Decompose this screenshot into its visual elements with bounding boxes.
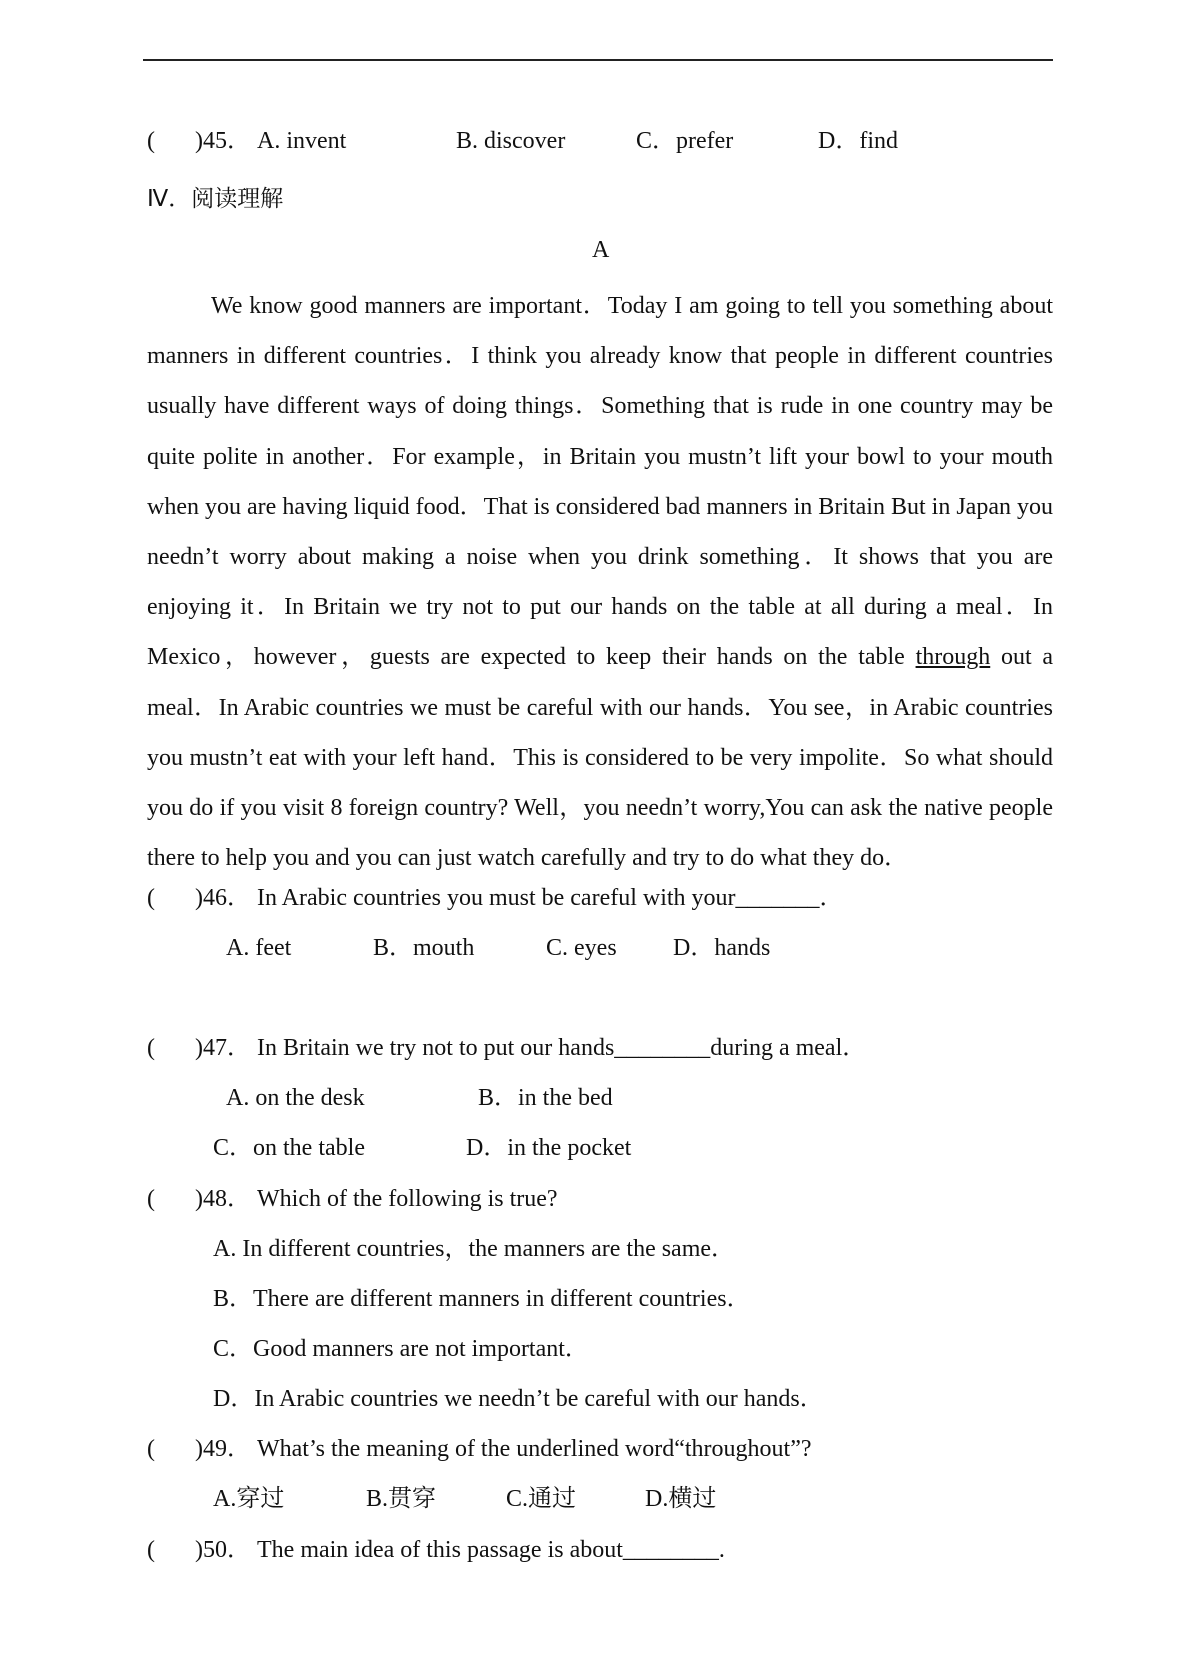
question-number: )49． bbox=[195, 1436, 251, 1462]
answer-paren: ( bbox=[147, 1537, 155, 1563]
question-number: )47． bbox=[195, 1035, 251, 1061]
option-a: A. feet bbox=[226, 935, 292, 961]
option-a: A. In different countries，the manners are the same． bbox=[213, 1236, 736, 1262]
option-c: C．Good manners are not important． bbox=[213, 1336, 589, 1362]
option-c: C．on the table bbox=[213, 1135, 365, 1161]
underlined-word: through bbox=[915, 644, 991, 671]
option-d: D．In Arabic countries we needn’t be careful with our hands． bbox=[213, 1386, 824, 1412]
option-a: A.穿过 bbox=[213, 1486, 285, 1512]
question-stem: Which of the following is true? bbox=[257, 1186, 558, 1212]
section-heading: Ⅳ．阅读理解 bbox=[147, 186, 284, 212]
passage-title: A bbox=[592, 237, 610, 263]
question-stem: In Arabic countries you must be careful with your_______． bbox=[257, 885, 844, 911]
answer-paren: ( bbox=[147, 128, 155, 154]
question-number: )46． bbox=[195, 885, 251, 911]
option-c: C．prefer bbox=[636, 128, 734, 154]
option-d: D．in the pocket bbox=[466, 1135, 632, 1161]
option-b: B．There are different manners in different countries． bbox=[213, 1286, 751, 1312]
passage-text-1: We know good manners are important．Today I am going to tell you something about manners in different countries．I think you already know that people in different countries usually have different ways of doing things．Something that is rude in one country may be quite polite in another．For example，in Britain you mustn’t lift your bowl to your mouth when you are having liquid food．That is considered bad manners in Britain But in Japan you needn’t worry about making a noise when you drink something．It shows that you are enjoying it．In Britain we try not to put our hands on the table at all during a meal．In Mexico，however，guests are expected to keep their hands on the table bbox=[147, 293, 1053, 671]
option-b: B.贯穿 bbox=[366, 1486, 437, 1512]
question-stem: What’s the meaning of the underlined word“throughout”? bbox=[257, 1436, 812, 1462]
question-number: )45． bbox=[195, 128, 251, 154]
option-c: C.通过 bbox=[506, 1486, 577, 1512]
question-stem: In Britain we try not to put our hands________during a meal． bbox=[257, 1035, 867, 1061]
option-a: A. invent bbox=[257, 128, 347, 154]
answer-paren: ( bbox=[147, 1436, 155, 1462]
answer-paren: ( bbox=[147, 1035, 155, 1061]
option-d: D．hands bbox=[673, 935, 771, 961]
question-number: )50． bbox=[195, 1537, 251, 1563]
option-b: B．in the bed bbox=[478, 1085, 613, 1111]
header-rule bbox=[143, 59, 1053, 61]
option-d: D．find bbox=[818, 128, 898, 154]
question-stem: The main idea of this passage is about________. bbox=[257, 1537, 725, 1563]
option-b: B. discover bbox=[456, 128, 566, 154]
answer-paren: ( bbox=[147, 1186, 155, 1212]
option-a: A. on the desk bbox=[226, 1085, 365, 1111]
answer-paren: ( bbox=[147, 885, 155, 911]
passage-text-2: out a meal．In Arabic countries we must be careful with our hands．You see，in Arabic countries you mustn’t eat with your left hand．This is considered to be very impolite．So what should you do if you visit 8 foreign country? Well，you needn’t worry,You can ask the native people there to help you and you can just watch carefully and try to do what they do． bbox=[147, 644, 1054, 872]
option-c: C. eyes bbox=[546, 935, 617, 961]
question-number: )48． bbox=[195, 1186, 251, 1212]
option-d: D.横过 bbox=[645, 1486, 717, 1512]
option-b: B．mouth bbox=[373, 935, 475, 961]
reading-passage bbox=[147, 281, 1053, 883]
